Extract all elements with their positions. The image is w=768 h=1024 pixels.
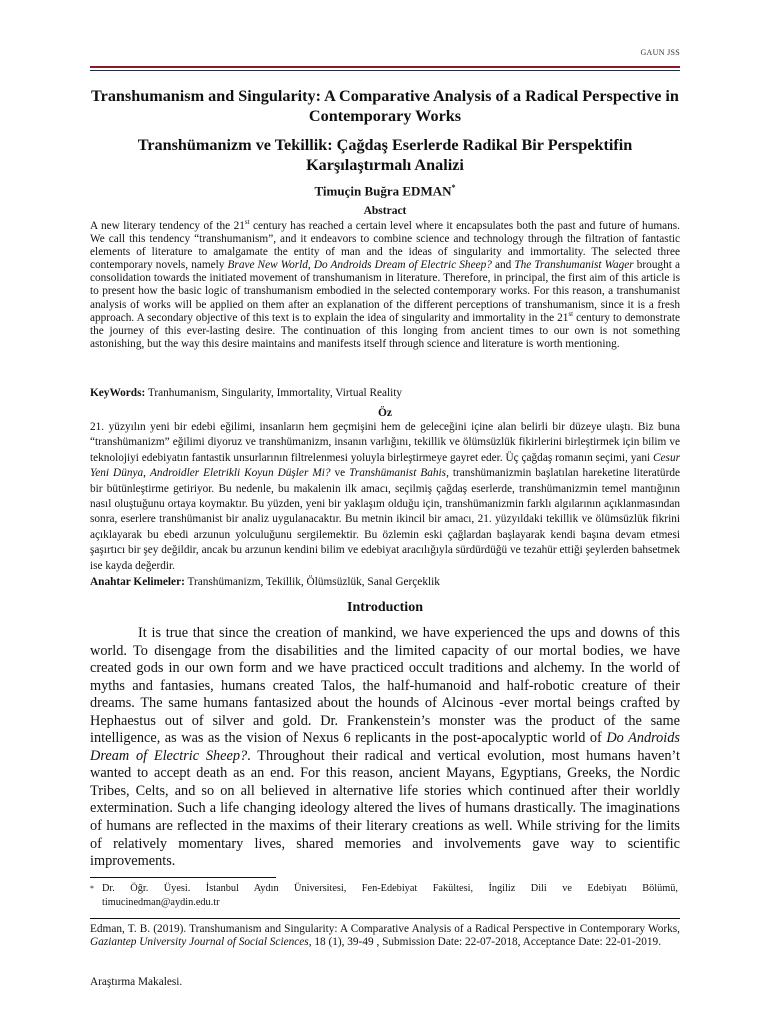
abstract-heading: Abstract (363, 205, 407, 217)
header-rule-secondary (90, 70, 680, 71)
footnote-email: timucinedman@aydin.edu.tr (102, 897, 220, 908)
citation-text: Edman, T. B. (2019). Transhumanism and Singularity: A Comparative Analysis of a Radical Perspective in Contemporary Works, (90, 923, 680, 935)
abstract-ordinal: st (568, 309, 574, 318)
introduction-paragraph (90, 625, 680, 871)
oz-heading: Öz (377, 407, 393, 419)
header-rule (90, 66, 680, 68)
author-footnote-mark: * (451, 183, 456, 192)
keywords-label: KeyWords: (90, 387, 146, 399)
novel-title: Brave New World (227, 259, 308, 272)
citation-rule (90, 918, 680, 919)
novel-title: Transhümanist Bahis (349, 467, 447, 480)
abstract-body (90, 220, 680, 351)
abstract-text: and (491, 259, 515, 272)
introduction-heading: Introduction (347, 600, 423, 615)
title-turkish: Transhümanizm ve Tekillik: Çağdaş Eserlerde Radikal Bir Perspektifin Karşılaştırmalı Analizi (137, 136, 633, 174)
book-title: Do Androids Dream of Electric Sheep? (90, 730, 680, 764)
abstract-text: A new literary tendency of the 21 (90, 220, 245, 232)
footnote-mark: * (90, 884, 94, 893)
footnote-affiliation: Dr. Öğr. Üyesi. İstanbul Aydın Üniversitesi, Fen-Edebiyat Fakültesi, İngiliz Dili ve Edebiyatı Bölümü, (102, 883, 678, 894)
author-name: Timuçin Buğra EDMAN (314, 183, 452, 199)
journal-name: Gaziantep University Journal of Social Sciences (90, 936, 309, 949)
oz-text: 21. yüzyılın yeni bir edebi eğilimi, insanların hem geçmişini hem de geleceğini içine alan belirli bir düzeye ulaştı. Biz buna “transhümanizm” eğilimi diyoruz ve transhümanizm, insanın varlığını, tekillik ve ölümsüzlük fikirlerini birleştirmek için bilim ve teknolojiyi edebiyatın fantastik unsurlarının filtrelenmesi yoluyla birleştirmeye gayret eder. Üç çağdaş romanın seçimi, yani (90, 421, 680, 464)
oz-text: , (143, 467, 150, 480)
oz-text: ve (330, 467, 350, 480)
citation-text: , 18 (1), 39-49 , Submission Date: 22-07-2018, Acceptance Date: 22-01-2019. (308, 936, 662, 949)
intro-text: It is true that since the creation of mankind, we have experienced the ups and downs of this world. To disengage from the disabilities and the limited capacity of our mortal bodies, we have created gods in our own form and we have practiced occult traditions and alchemy. In the world of myths and fantasies, humans created Talos, the half-humanoid and half-robotic creature of their dreams. The same humans fantasized about the hounds of Alcinous -ever mortal beings crafted by Hephaestus out of silver and gold. Dr. Frankenstein’s monster was the product of the same intelligence, as was as the vision of Nexus 6 replicants in the post-apocalyptic world of (90, 625, 680, 747)
novel-title: The Transhumanist Wager (514, 259, 634, 272)
footnote-rule (90, 877, 276, 878)
introduction-body (90, 625, 680, 871)
journal-tag: GAUN JSS (640, 48, 680, 57)
footnote (90, 882, 680, 910)
anahtar-kelimeler-line (90, 576, 680, 589)
author-line (90, 183, 680, 199)
title-english: Transhumanism and Singularity: A Comparative Analysis of a Radical Perspective in Contemporary Works (91, 87, 679, 125)
novel-title: Androidler Eletrikli Koyun Düşler Mi? (149, 467, 331, 480)
anahtar-value: Transhümanizm, Tekillik, Ölümsüzlük, Sanal Gerçeklik (184, 576, 440, 588)
abstract-text: , (307, 259, 314, 272)
keywords-line (90, 387, 680, 400)
citation (90, 923, 680, 950)
abstract-text: century has reached a certain level where it encapsulates both the past and future of humans. We call this tendency “transhumanism”, and it endeavors to combine science and technology through the filtration of fantastic elements of literature to amalgamate the entity of man and the ideas of singularity and immortality. The selected three contemporary novels, namely (90, 220, 681, 272)
oz-text: , transhümanizmin başlatılan hareketine literatürde bir bütünleştirme getiriyor. Bu nedenle, bu makalenin ilk amacı, seçilmiş çağdaş eserlerde, transhümanizmin temel mantığının nasıl oluştuğunu ortaya koymaktır. Bu yüzden, yeni bir yaklaşım olduğu için, transhümanizmin farklı algılarının açıklanmasından sonra, eserlere transhümanist bir analiz uygulanacaktır. Bu metnin ikincil bir amacı, 21. yüzyıldaki tekillik ve ölümsüzlük fikrini açıklayarak bu ebedi arzunun yolculuğunu sergilemektir. Bu özlemin eski çağlardan başlayarak kendi başına devam etmesi şaşırtıcı bir şey değildir, ancak bu arzunun kendini bilim ve edebiyat aracılığıyla sürdürdüğü ve tezahür ettiği şeylerden bahsetmek ise kayda değerdir. (90, 467, 680, 572)
abstract-ordinal: st (244, 218, 250, 227)
keywords-value: Tranhumanism, Singularity, Immortality, Virtual Reality (145, 387, 403, 399)
anahtar-label: Anahtar Kelimeler: (90, 576, 185, 588)
oz-body (90, 420, 680, 574)
abstract-text: brought a consolidation towards the initiated movement of transhumanism in literature. Therefore, in principal, the first aim of this article is to present how the basic logic of transhumanism embodied in the selected contemporary works. For this reason, a transhumanist analysis of works will be applied on them after an explanation of the different perceptions of transhumanism, since it is a fresh approach. A secondary objective of this text is to explain the idea of singularity and immortality in the 21 (90, 259, 680, 324)
intro-text: . Throughout their radical and vertical evolution, most humans haven’t wanted to accept death as an end. For this reason, ancient Mayans, Egyptians, Greeks, the Nordic Tribes, Celts, and so on all believed in alternative life stories which continued after their worldly extermination. Such a life changing ideology altered the lives of humans drastically. The imaginations of humans are reflected in the maxims of their literary creations as well. While striving for the limits of relatively momentary lives, shared memories and involvements gave way to scientific improvements. (90, 747, 680, 870)
article-type: Araştırma Makalesi. (90, 976, 183, 988)
abstract-text: century to demonstrate the journey of this ever-lasting desire. The continuation of this longing from ancient times to our own is not something astonishing, but the way this desire maintains and manifests itself through science and literature is worth mentioning. (90, 311, 680, 350)
novel-title: Cesur Yeni Dünya (90, 451, 680, 480)
novel-title: Do Androids Dream of Electric Sheep? (313, 259, 492, 272)
